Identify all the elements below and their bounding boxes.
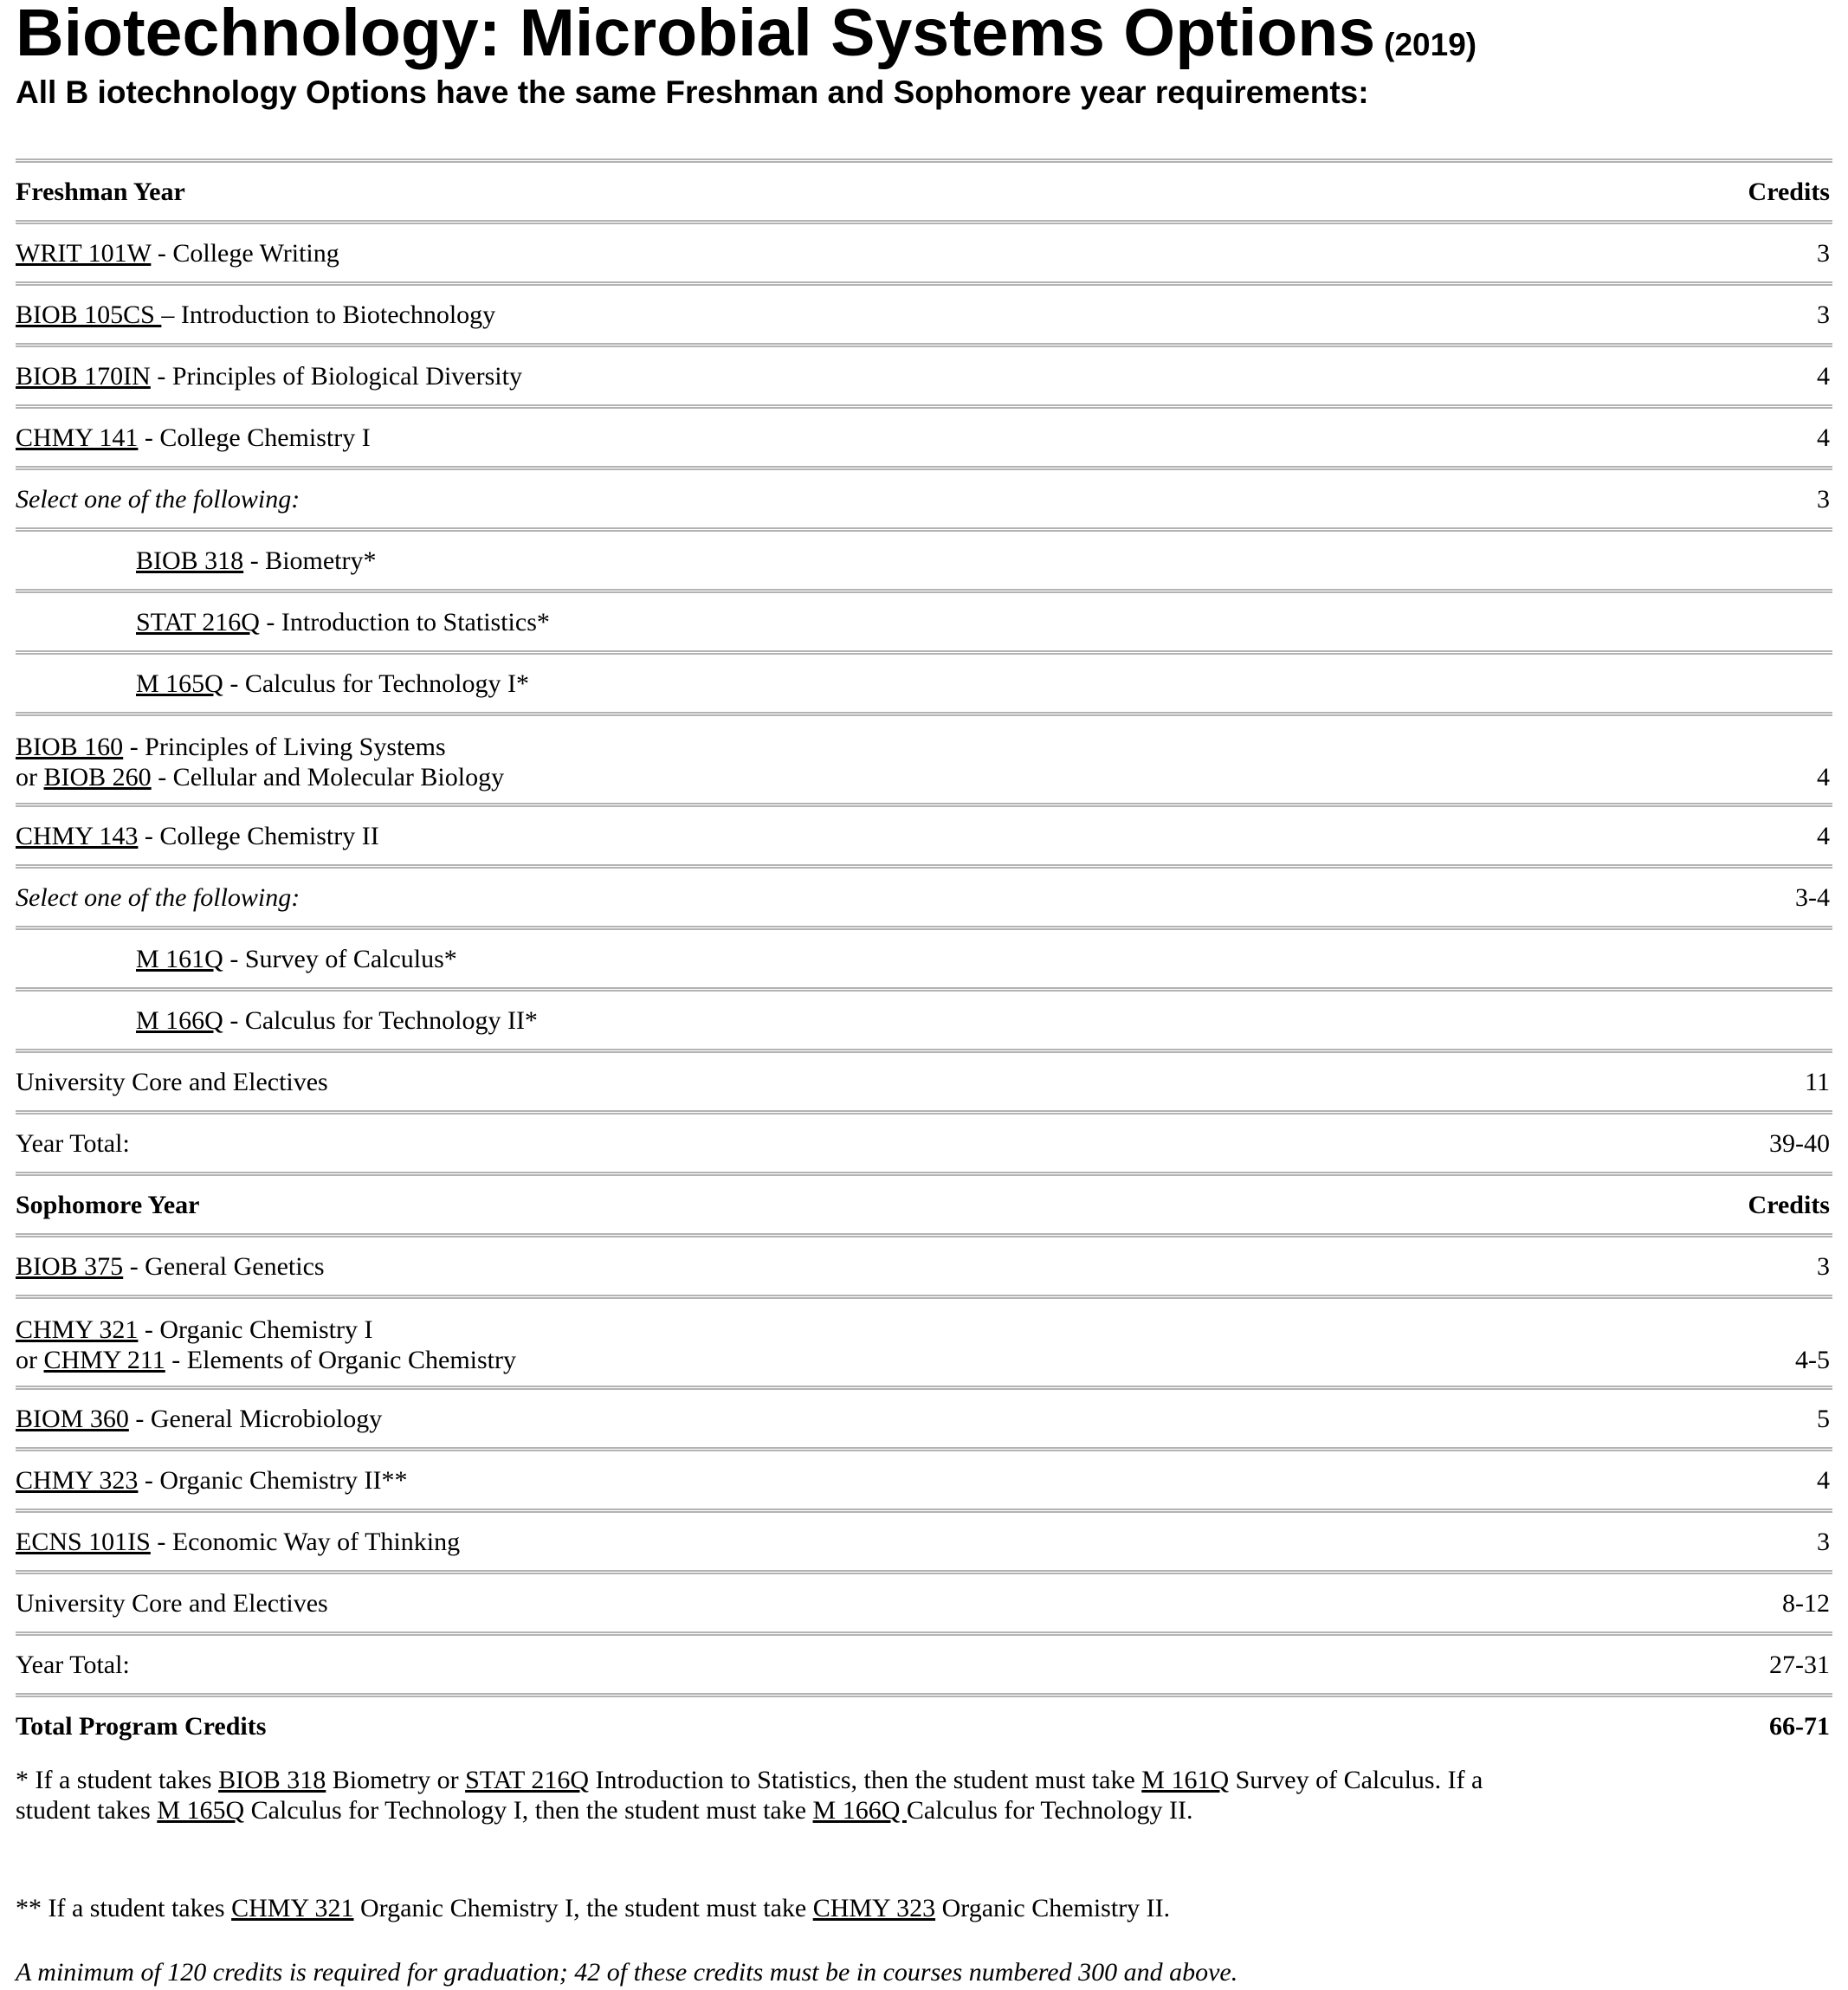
footnote-text: Biometry or [326,1766,466,1794]
course-link[interactable]: BIOB 170IN [16,361,151,391]
course-title: - Introduction to Statistics* [259,607,550,636]
course-row [16,1386,1832,1447]
year-total-credits: 39-40 [1769,1128,1830,1158]
course-title: - Survey of Calculus* [223,944,457,973]
course-title: - Elements of Organic Chemistry [165,1346,516,1374]
sophomore-heading: Sophomore Year [16,1190,200,1219]
year-total-credits: 27-31 [1769,1650,1830,1679]
course-link[interactable]: BIOM 360 [16,1404,129,1433]
course-title: - Biometry* [243,546,377,575]
year-total-label: Year Total: [16,1128,130,1158]
course-link[interactable]: CHMY 141 [16,423,139,452]
year-total-row [16,1631,1832,1693]
course-link[interactable]: CHMY 323 [16,1465,139,1495]
footnote-calculus [16,1765,1557,1825]
page-subtitle: All B iotechnology Options have the same Freshman and Sophomore year requirements: [16,74,1369,110]
page-title [16,0,1477,70]
credits-heading: Credits [1748,1190,1830,1219]
footnote-text: Organic Chemistry II. [935,1894,1171,1922]
course-credits: 3 [1817,300,1830,329]
course-title: - Principles of Biological Diversity [150,361,522,391]
course-pair-row [16,712,1832,803]
course-title: - College Chemistry I [138,423,371,452]
course-title: - Cellular and Molecular Biology [151,763,505,791]
title-text: Biotechnology: Microbial Systems Options [16,0,1376,70]
footnote-text: ** If a student takes [16,1894,232,1922]
course-link[interactable]: BIOB 318 [136,546,244,575]
option-row [16,926,1832,987]
course-row [16,1233,1832,1295]
course-link[interactable]: ECNS 101IS [16,1527,151,1556]
course-link[interactable]: BIOB 260 [43,763,152,791]
select-one-label: Select one of the following: [16,484,300,514]
course-link[interactable]: BIOB 375 [16,1251,124,1281]
footnote-text: Survey of Calculus. If a student takes [16,1766,1483,1825]
course-credits: 4-5 [1795,1346,1830,1374]
footnote-text: Organic Chemistry I, the student must take [353,1894,813,1922]
graduation-note: A minimum of 120 credits is required for graduation; 42 of these credits must be in courses numbered 300 and above. [16,1958,1238,1987]
option-row [16,650,1832,712]
course-link[interactable]: BIOB 105CS [16,300,162,329]
course-link[interactable]: M 165Q [136,669,223,698]
year-total-row [16,1110,1832,1172]
course-row [16,1447,1832,1509]
footnote-text: * If a student takes [16,1766,219,1794]
course-credits: 3 [1817,1251,1830,1281]
course-title: – Introduction to Biotechnology [161,300,496,329]
curriculum-table [16,158,1832,1754]
option-row [16,589,1832,650]
program-total-row [16,1693,1832,1754]
option-row [16,987,1832,1049]
course-pair-row [16,1295,1832,1386]
select-one-row [16,864,1832,926]
course-credits: 4 [1817,1465,1830,1495]
course-credits: 11 [1805,1067,1830,1096]
footnote-text: Calculus for Technology I, then the student must take [244,1796,813,1825]
or-text: or [16,1346,44,1374]
course-credits: 5 [1817,1404,1830,1433]
course-credits: 4 [1817,361,1830,391]
course-title: - Organic Chemistry I [138,1315,373,1344]
course-title: - College Chemistry II [138,821,379,850]
credits-heading: Credits [1748,177,1830,206]
course-title: - General Microbiology [128,1404,383,1433]
freshman-heading: Freshman Year [16,177,185,206]
course-link[interactable]: M 161Q [1141,1766,1230,1794]
course-credits: 3 [1817,1527,1830,1556]
course-row [16,1509,1832,1570]
course-title: - Calculus for Technology II* [223,1005,538,1035]
course-title: - Economic Way of Thinking [150,1527,461,1556]
course-credits: 3 [1817,484,1830,514]
course-row [16,281,1832,343]
course-link[interactable]: CHMY 321 [16,1315,139,1344]
course-row [16,404,1832,466]
course-credits: 4 [1817,763,1830,791]
option-row [16,527,1832,589]
course-credits: 4 [1817,423,1830,452]
or-text: or [16,763,44,791]
freshman-header-row [16,158,1832,220]
course-row [16,220,1832,281]
title-year: (2019) [1384,27,1477,62]
course-title: - Calculus for Technology I* [223,669,529,698]
footnote-text: Introduction to Statistics, then the student must take [589,1766,1142,1794]
core-electives-row [16,1049,1832,1110]
footnote-organic [16,1893,1832,1923]
footnote-text: Calculus for Technology II. [906,1796,1193,1825]
course-link[interactable]: CHMY 143 [16,821,139,850]
course-link[interactable]: STAT 216Q [465,1766,590,1794]
sophomore-header-row [16,1172,1832,1233]
core-electives-label: University Core and Electives [16,1588,328,1618]
select-one-row [16,466,1832,527]
course-link[interactable]: WRIT 101W [16,238,152,268]
core-electives-row [16,1570,1832,1631]
course-link[interactable]: M 161Q [136,944,223,973]
course-credits: 3 [1817,238,1830,268]
course-link[interactable]: BIOB 318 [218,1766,326,1794]
course-title: - Principles of Living Systems [123,733,446,761]
course-link[interactable]: BIOB 160 [16,733,124,761]
course-link[interactable]: M 166Q [136,1005,223,1035]
course-link[interactable]: STAT 216Q [136,607,260,636]
course-link[interactable]: M 165Q [157,1796,245,1825]
course-row [16,803,1832,864]
program-total-credits: 66-71 [1769,1711,1830,1741]
course-credits: 8-12 [1782,1588,1830,1618]
course-link[interactable]: M 166Q [812,1796,907,1825]
year-total-label: Year Total: [16,1650,130,1679]
program-total-label: Total Program Credits [16,1711,267,1741]
course-title: - Organic Chemistry II** [138,1465,408,1495]
course-credits: 4 [1817,821,1830,850]
course-link[interactable]: CHMY 321 [231,1894,354,1922]
course-link[interactable]: CHMY 211 [43,1346,165,1374]
course-row [16,343,1832,404]
course-title: - General Genetics [123,1251,325,1281]
course-title: - College Writing [151,238,339,268]
select-one-label: Select one of the following: [16,882,300,912]
course-link[interactable]: CHMY 323 [812,1894,936,1922]
course-credits: 3-4 [1795,882,1830,912]
core-electives-label: University Core and Electives [16,1067,328,1096]
